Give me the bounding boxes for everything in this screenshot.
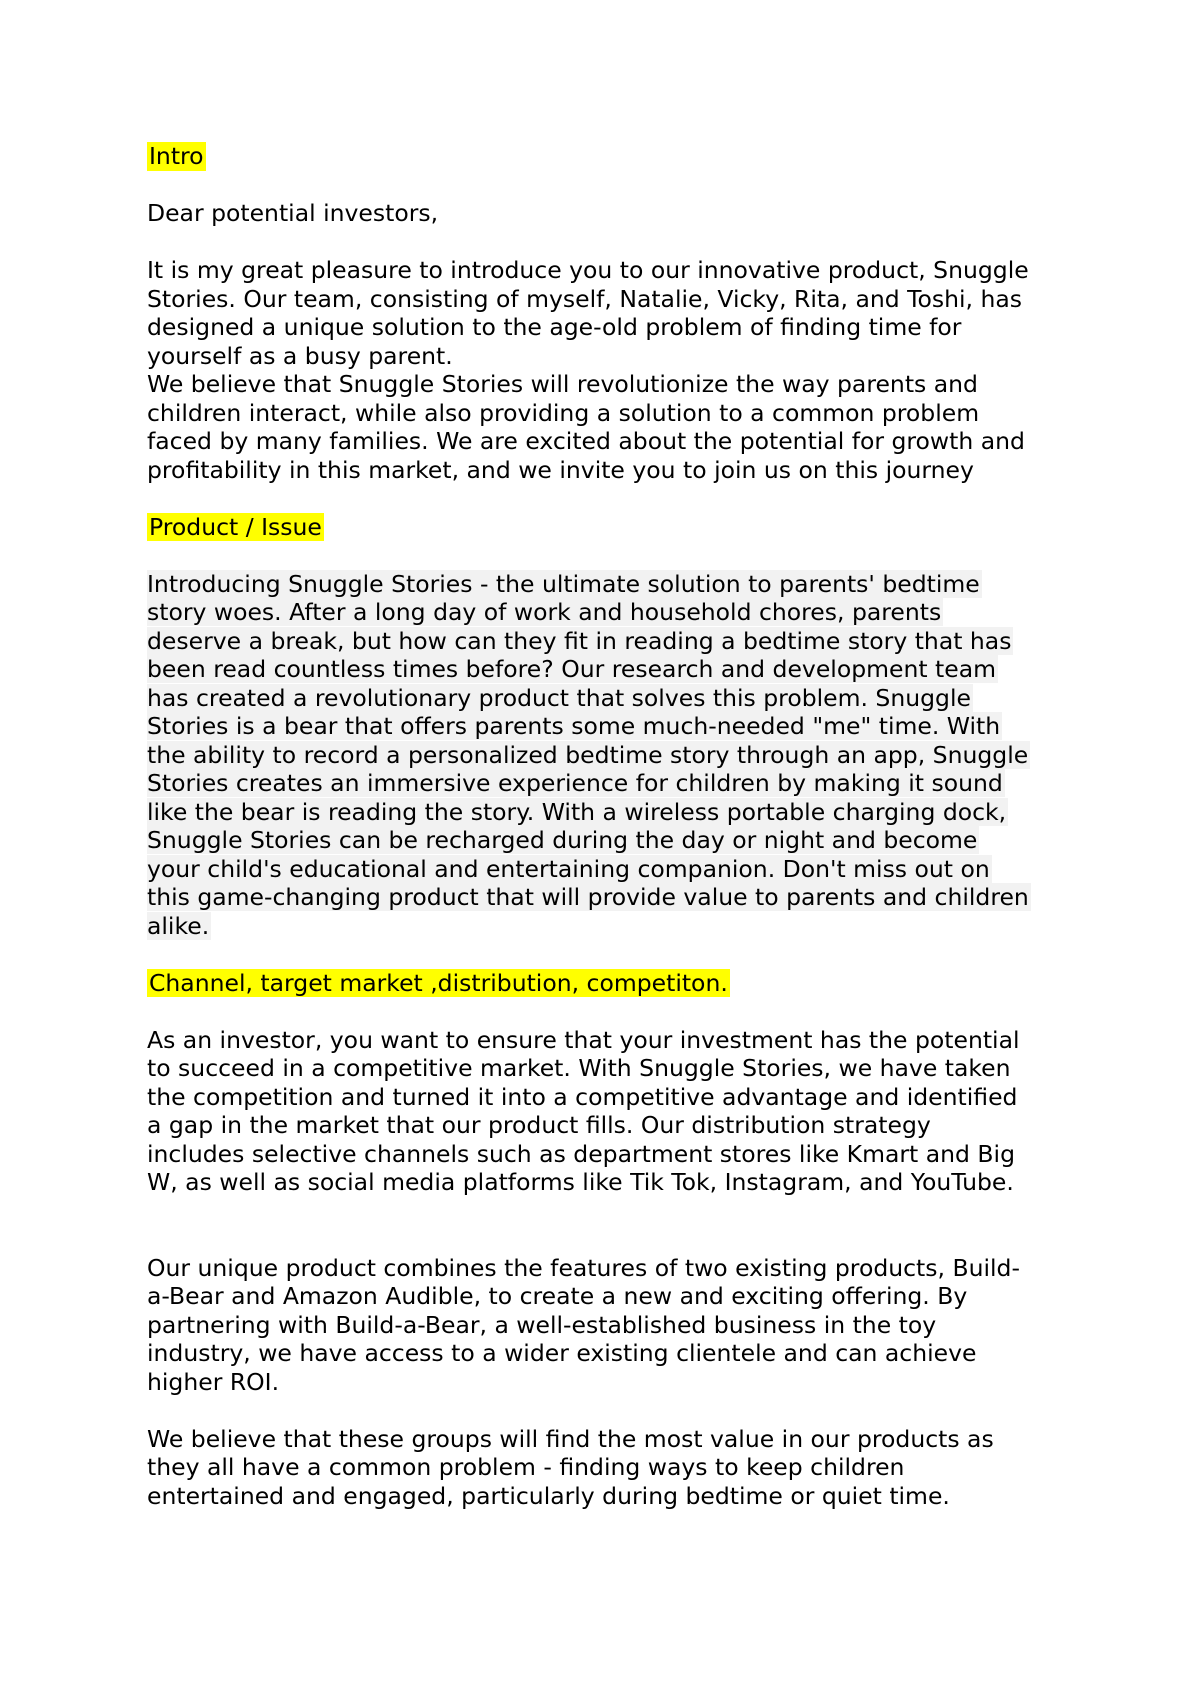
text-line: this game-changing product that will provide value to parents and children: [147, 883, 1029, 911]
text-line: children interact, while also providing a solution to a common problem: [147, 398, 980, 427]
text-line: to succeed in a competitive market. With Snuggle Stories, we have taken: [147, 1054, 1011, 1082]
text-line: Stories. Our team, consisting of myself, Natalie, Vicky, Rita, and Toshi, has: [147, 284, 1023, 313]
text-line: yourself as a busy parent.: [147, 341, 453, 370]
text-line: the ability to record a personalized bedtime story through an app, Snuggle: [147, 740, 1029, 769]
product-paragraph: [147, 570, 1067, 941]
text-line: a-Bear and Amazon Audible, to create a new and exciting offering. By: [147, 1282, 968, 1310]
text-line: deserve a break, but how can they fit in reading a bedtime story that has: [147, 626, 1012, 655]
text-line: been read countless times before? Our research and development team: [147, 655, 997, 683]
text-line: story woes. After a long day of work and household chores, parents: [147, 598, 942, 626]
text-line: W, as well as social media platforms like Tik Tok, Instagram, and YouTube.: [147, 1168, 1014, 1196]
section-heading-product: Product / Issue: [149, 512, 322, 541]
section-heading-intro: Intro: [149, 142, 204, 170]
intro-paragraph-2: [147, 370, 1067, 484]
text-line: partnering with Build-a-Bear, a well-established business in the toy: [147, 1310, 937, 1339]
channel-paragraph-1: [147, 1026, 1067, 1197]
intro-paragraph-1: [147, 256, 1067, 370]
text-line: Stories is a bear that offers parents some much-needed "me" time. With: [147, 712, 1001, 740]
text-line: like the bear is reading the story. With a wireless portable charging dock,: [147, 797, 1007, 826]
text-line: As an investor, you want to ensure that your investment has the potential: [147, 1025, 1020, 1054]
text-line: the competition and turned it into a competitive advantage and identified: [147, 1082, 1018, 1111]
text-line: We believe that these groups will find the most value in our products as: [147, 1424, 994, 1453]
document-page: [147, 142, 1067, 1510]
text-line: Stories creates an immersive experience for children by making it sound: [147, 769, 1003, 797]
text-line: Introducing Snuggle Stories - the ultimate solution to parents' bedtime: [147, 569, 980, 598]
text-line: they all have a common problem - finding ways to keep children: [147, 1453, 905, 1481]
text-line: It is my great pleasure to introduce you to our innovative product, Snuggle: [147, 256, 1029, 284]
text-line: a gap in the market that our product fills. Our distribution strategy: [147, 1111, 931, 1139]
text-line: designed a unique solution to the age-old problem of finding time for: [147, 313, 962, 341]
intro-section: [147, 142, 1067, 484]
text-line: We believe that Snuggle Stories will revolutionize the way parents and: [147, 370, 978, 398]
text-line: profitability in this market, and we invite you to join us on this journey: [147, 455, 974, 484]
text-line: faced by many families. We are excited about the potential for growth and: [147, 427, 1025, 455]
text-line: Snuggle Stories can be recharged during the day or night and become: [147, 826, 978, 854]
text-line: your child's educational and entertaining companion. Don't miss out on: [147, 854, 990, 883]
text-line: Our unique product combines the features of two existing products, Build-: [147, 1253, 1020, 1282]
salutation: Dear potential investors,: [147, 199, 439, 227]
text-line: entertained and engaged, particularly during bedtime or quiet time.: [147, 1481, 950, 1510]
text-line: has created a revolutionary product that solves this problem. Snuggle: [147, 683, 971, 712]
channel-paragraph-2: [147, 1254, 1067, 1397]
channel-section: [147, 969, 1067, 1511]
text-line: industry, we have access to a wider existing clientele and can achieve: [147, 1339, 977, 1367]
text-line: higher ROI.: [147, 1367, 280, 1396]
text-line: includes selective channels such as department stores like Kmart and Big: [147, 1139, 1015, 1168]
channel-paragraph-3: [147, 1425, 1067, 1511]
text-line: alike.: [147, 911, 210, 940]
product-section: [147, 513, 1067, 941]
section-heading-channel: Channel, target market ,distribution, competiton.: [149, 968, 728, 997]
